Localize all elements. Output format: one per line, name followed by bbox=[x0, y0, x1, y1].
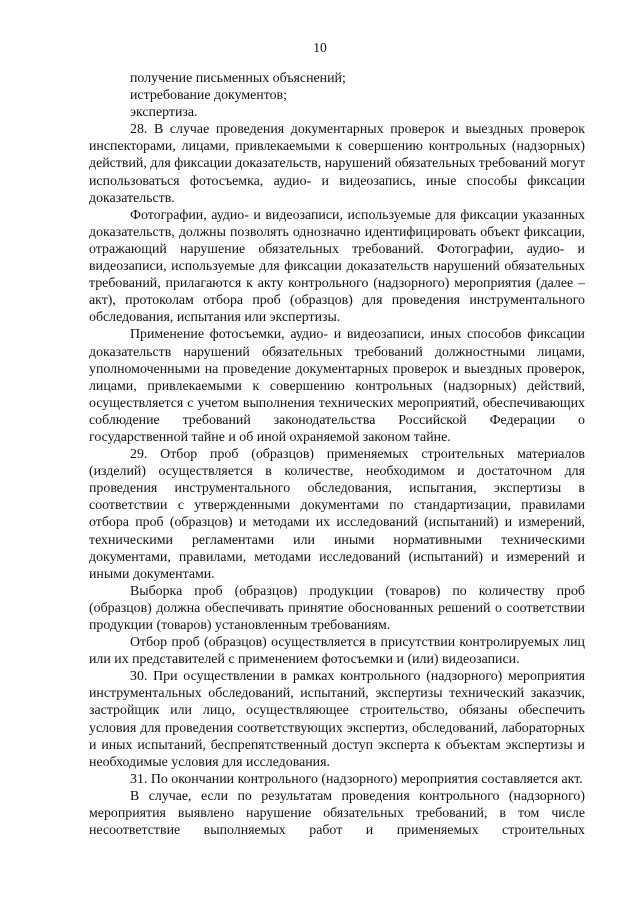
clause-31: 31. По окончании контрольного (надзорного) мероприятия составляется акт. bbox=[130, 771, 583, 787]
clause-29-sampling: Выборка проб (образцов) продукции (товаров) по количеству проб (образцов) должна обеспечивать принятие обоснованных решений о соответствии продукции (товаров) установленным требованиям. bbox=[89, 583, 585, 633]
clause-29: 29. Отбор проб (образцов) применяемых строительных материалов (изделий) осуществляется в количестве, необходимом и достаточном для проведения инструментального обследования, испытания, экспертизы в соответствии с утвержденными документами по стандартизации, правилами отбора проб (образцов) и методами их исследований (испытаний) и измерений, техническими регламентами или иными нормативными техническими документами, правилами, методами исследований (испытаний) и измерений и иными документами. bbox=[89, 447, 585, 582]
clause-28: 28. В случае проведения документарных проверок и выездных проверок инспекторами, лицами, привлекаемыми к совершению контрольных (надзорных) действий, для фиксации доказательств, нарушений обязательных требований могут использоваться фотосъемка, аудио- и видеозапись, иные способы фиксации доказательств. bbox=[89, 122, 585, 206]
list-item-expertise: экспертиза. bbox=[130, 105, 198, 121]
clause-29-presence: Отбор проб (образцов) осуществляется в присутствии контролируемых лиц или их представителей с применением фотосъемки и (или) видеозаписи. bbox=[89, 635, 585, 668]
list-item-written-explanations: получение письменных объяснений; bbox=[130, 71, 346, 86]
clause-31-violation: В случае, если по результатам проведения контрольного (надзорного) мероприятия выявлено нарушение обязательных требований, в том числе несоответствие выполняемых работ и применяемых строительных bbox=[89, 788, 585, 839]
document-body bbox=[89, 70, 585, 839]
clause-30: 30. При осуществлении в рамках контрольного (надзорного) мероприятия инструментальных обследований, испытаний, экспертизы технический заказчик, застройщик или лицо, осуществляющее строительство, обязаны обеспечить условия для проведения соответствующих экспертиз, обследований, лабораторных и иных испытаний, беспрепятственный доступ эксперта к объектам экспертизы и необходимые условия для исследования. bbox=[89, 669, 585, 770]
page-number: 10 bbox=[313, 40, 327, 55]
list-item-document-request: истребование документов; bbox=[130, 88, 287, 104]
clause-28-photos: Фотографии, аудио- и видеозаписи, используемые для фиксации указанных доказательств, должны позволять однозначно идентифицировать объект фиксации, отражающий нарушение обязательных требований. Фотографии, аудио- и видеозаписи, используемые для фиксации доказательств нарушений обязательных требований, прилагаются к акту контрольного (надзорного) мероприятия (далее – акт), протоколам отбора проб (образцов) для проведения инструментального обследования, испытания или экспертизы. bbox=[89, 207, 585, 326]
clause-28-application: Применение фотосъемки, аудио- и видеозаписи, иных способов фиксации доказательств нарушений обязательных требований должностными лицами, уполномоченными на проведение документарных проверок и выездных проверок, лицами, привлекаемыми к совершению контрольных (надзорных) действий, осуществляется с учетом выполнения технических мероприятий, обеспечивающих соблюдение требований законодательства Российской Федерации о государственной тайне и об иной охраняемой законом тайне. bbox=[89, 327, 585, 445]
